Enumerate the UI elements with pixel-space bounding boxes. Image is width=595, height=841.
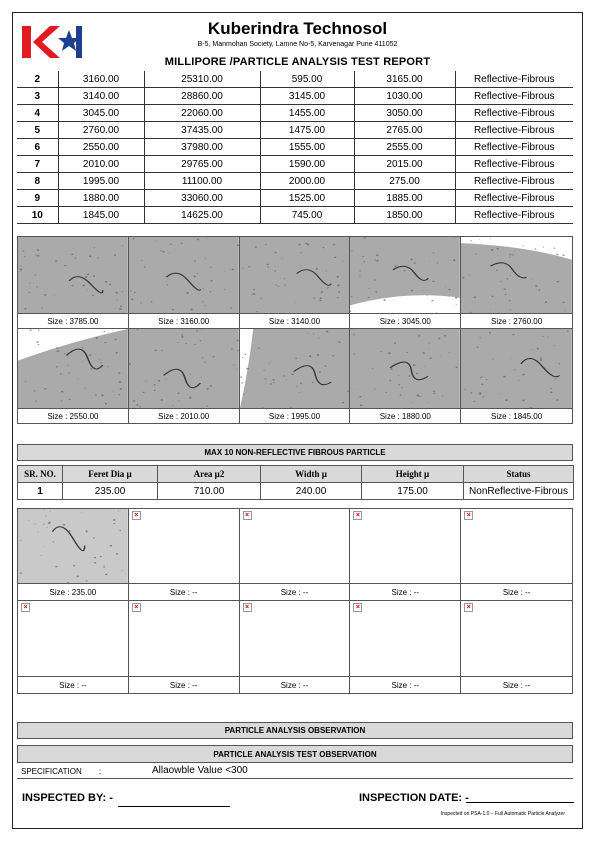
- particle-image-cell: [350, 601, 461, 693]
- particle-size-caption: Size : --: [169, 681, 198, 690]
- column-header: Height µ: [362, 466, 464, 483]
- nonreflective-heading: MAX 10 NON-REFLECTIVE FIBROUS PARTICLE: [17, 444, 573, 461]
- table-cell: 1845.00: [58, 207, 144, 224]
- row-number: 6: [17, 139, 58, 156]
- particle-image-cell: [461, 329, 572, 423]
- table-row: [18, 483, 574, 500]
- particle-image-cell: [240, 329, 351, 423]
- table-cell: 240.00: [261, 483, 362, 500]
- particle-size-caption: Size : --: [59, 681, 87, 690]
- particle-image-cell: [350, 329, 461, 423]
- particle-image-cell: [461, 601, 572, 693]
- table-cell: 1885.00: [354, 190, 455, 207]
- status-cell: Reflective-Fibrous: [455, 173, 573, 190]
- particle-image-cell: [129, 237, 240, 329]
- table-cell: 1995.00: [58, 173, 144, 190]
- particle-image: [129, 329, 239, 408]
- particle-image-cell: [18, 329, 129, 423]
- table-cell: 1555.00: [260, 139, 354, 156]
- table-cell: 3165.00: [354, 71, 455, 88]
- status-cell: NonReflective-Fibrous: [464, 483, 574, 500]
- particle-size-caption: Size : 3045.00: [379, 317, 431, 326]
- table-cell: 1880.00: [58, 190, 144, 207]
- column-header: Feret Dia µ: [63, 466, 158, 483]
- specification-row: [17, 764, 573, 779]
- particle-image-cell: [240, 237, 351, 329]
- table-cell: 3160.00: [58, 71, 144, 88]
- particle-image-cell: [350, 237, 461, 329]
- row-number: 4: [17, 105, 58, 122]
- nonreflective-image-grid: [17, 508, 573, 694]
- particle-size-caption: Size : 235.00: [49, 588, 97, 597]
- particle-size-caption: Size : 1995.00: [268, 412, 321, 421]
- inspection-date-label: INSPECTION DATE: -: [359, 792, 469, 804]
- column-header: Status: [464, 466, 574, 483]
- particle-image-cell: [18, 237, 129, 329]
- table-cell: 2555.00: [354, 139, 455, 156]
- particle-size-caption: Size : --: [502, 588, 531, 597]
- status-cell: Reflective-Fibrous: [455, 207, 573, 224]
- company-address: B-5, Manmohan Society, Lamne No-5, Karvenagar Pune 411052: [197, 41, 398, 48]
- table-row: [17, 122, 573, 139]
- particle-size-caption: Size : 2760.00: [491, 317, 543, 326]
- table-cell: 3050.00: [354, 105, 455, 122]
- table-cell: 3140.00: [58, 88, 144, 105]
- table-cell: 1525.00: [260, 190, 354, 207]
- particle-image-cell: [129, 329, 240, 423]
- row-number: 9: [17, 190, 58, 207]
- broken-image-icon: ×: [243, 511, 252, 520]
- status-cell: Reflective-Fibrous: [455, 71, 573, 88]
- particle-size-caption: Size : --: [280, 588, 309, 597]
- particle-image-cell: [129, 509, 240, 601]
- table-row: [17, 190, 573, 207]
- column-header: Width µ: [261, 466, 362, 483]
- broken-image-icon: ×: [353, 603, 362, 612]
- particle-image-cell: [18, 601, 129, 693]
- row-number: 2: [17, 71, 58, 88]
- column-header: SR. NO.: [18, 466, 63, 483]
- broken-image-icon: ×: [132, 603, 141, 612]
- analyzer-note: Inspected on PSA-1.0 – Full Automatic Particle Analyzer: [440, 811, 565, 817]
- table-cell: 37435.00: [144, 122, 260, 139]
- report-title: MILLIPORE /PARTICLE ANALYSIS TEST REPORT: [164, 56, 431, 68]
- table-cell: 595.00: [260, 71, 354, 88]
- broken-image-icon: ×: [464, 511, 473, 520]
- particle-image: [350, 237, 460, 313]
- table-cell: 29765.00: [144, 156, 260, 173]
- table-row: [17, 207, 573, 224]
- particle-size-caption: Size : 2010.00: [158, 412, 210, 421]
- particle-image: [240, 237, 350, 313]
- particle-image-cell: [240, 509, 351, 601]
- table-cell: 3045.00: [58, 105, 144, 122]
- reflective-image-grid: [17, 236, 573, 424]
- table-cell: 11100.00: [144, 173, 260, 190]
- particle-image-cell: [350, 509, 461, 601]
- particle-size-caption: Size : --: [502, 681, 531, 690]
- particle-image-cell: [18, 509, 129, 601]
- broken-image-icon: ×: [243, 603, 252, 612]
- particle-image: [18, 329, 128, 408]
- table-row: [17, 156, 573, 173]
- broken-image-icon: ×: [464, 603, 473, 612]
- table-cell: 25310.00: [144, 71, 260, 88]
- broken-image-icon: ×: [353, 511, 362, 520]
- particle-size-caption: Size : --: [391, 681, 420, 690]
- table-cell: 33060.00: [144, 190, 260, 207]
- table-cell: 2760.00: [58, 122, 144, 139]
- broken-image-icon: ×: [132, 511, 141, 520]
- table-row: [17, 173, 573, 190]
- spec-label: SPECIFICATION: [21, 767, 82, 776]
- status-cell: Reflective-Fibrous: [455, 122, 573, 139]
- particle-image: [461, 237, 572, 313]
- status-cell: Reflective-Fibrous: [455, 190, 573, 207]
- test-observation-heading: PARTICLE ANALYSIS TEST OBSERVATION: [17, 745, 573, 763]
- particle-image: [18, 509, 128, 583]
- column-header: Area µ2: [158, 466, 261, 483]
- table-cell: 1030.00: [354, 88, 455, 105]
- table-row: [17, 139, 573, 156]
- table-cell: 2015.00: [354, 156, 455, 173]
- particle-size-caption: Size : 3160.00: [158, 317, 210, 326]
- particle-image-cell: [461, 509, 572, 601]
- table-cell: 2000.00: [260, 173, 354, 190]
- table-cell: 2010.00: [58, 156, 144, 173]
- table-cell: 1590.00: [260, 156, 354, 173]
- table-row: [17, 105, 573, 122]
- table-cell: 235.00: [63, 483, 158, 500]
- table-cell: 1475.00: [260, 122, 354, 139]
- particle-image-cell: [240, 601, 351, 693]
- reflective-particle-table: [17, 71, 573, 224]
- row-number: 10: [17, 207, 58, 224]
- table-row: [17, 71, 573, 88]
- status-cell: Reflective-Fibrous: [455, 105, 573, 122]
- particle-image: [18, 237, 128, 313]
- particle-size-caption: Size : --: [280, 681, 309, 690]
- particle-image: [350, 329, 460, 408]
- table-cell: 710.00: [158, 483, 261, 500]
- row-number: 7: [17, 156, 58, 173]
- broken-image-icon: ×: [21, 603, 30, 612]
- particle-size-caption: Size : 1845.00: [491, 412, 543, 421]
- inspection-date-line: [466, 802, 574, 803]
- row-number: 5: [17, 122, 58, 139]
- particle-image-cell: [129, 601, 240, 693]
- nonreflective-particle-table: [17, 465, 574, 500]
- particle-size-caption: Size : 2550.00: [47, 412, 99, 421]
- spec-colon: :: [99, 767, 102, 776]
- table-cell: 1455.00: [260, 105, 354, 122]
- status-cell: Reflective-Fibrous: [455, 139, 573, 156]
- table-cell: 37980.00: [144, 139, 260, 156]
- spec-value: Allaowble Value <300: [152, 765, 248, 776]
- table-cell: 28860.00: [144, 88, 260, 105]
- table-cell: 275.00: [354, 173, 455, 190]
- table-cell: 2765.00: [354, 122, 455, 139]
- particle-size-caption: Size : 3140.00: [268, 317, 321, 326]
- table-cell: 745.00: [260, 207, 354, 224]
- status-cell: Reflective-Fibrous: [455, 156, 573, 173]
- inspected-by-signature-line: [118, 806, 230, 807]
- table-cell: 1850.00: [354, 207, 455, 224]
- particle-image: [240, 329, 350, 408]
- particle-image: [129, 237, 239, 313]
- table-cell: 14625.00: [144, 207, 260, 224]
- particle-size-caption: Size : --: [169, 588, 198, 597]
- row-number: 8: [17, 173, 58, 190]
- status-cell: Reflective-Fibrous: [455, 88, 573, 105]
- table-cell: 2550.00: [58, 139, 144, 156]
- row-number: 3: [17, 88, 58, 105]
- observation-heading: PARTICLE ANALYSIS OBSERVATION: [17, 722, 573, 739]
- particle-image: [461, 329, 572, 408]
- particle-image-cell: [461, 237, 572, 329]
- table-row: [17, 88, 573, 105]
- company-name: Kuberindra Technosol: [207, 19, 388, 38]
- particle-size-caption: Size : 3785.00: [47, 317, 99, 326]
- spec-underline: [17, 778, 573, 779]
- table-cell: 3145.00: [260, 88, 354, 105]
- table-cell: 22060.00: [144, 105, 260, 122]
- particle-size-caption: Size : 1880.00: [379, 412, 431, 421]
- row-number: 1: [37, 485, 43, 497]
- inspected-by-label: INSPECTED BY: -: [22, 792, 113, 804]
- table-cell: 175.00: [362, 483, 464, 500]
- particle-size-caption: Size : --: [391, 588, 420, 597]
